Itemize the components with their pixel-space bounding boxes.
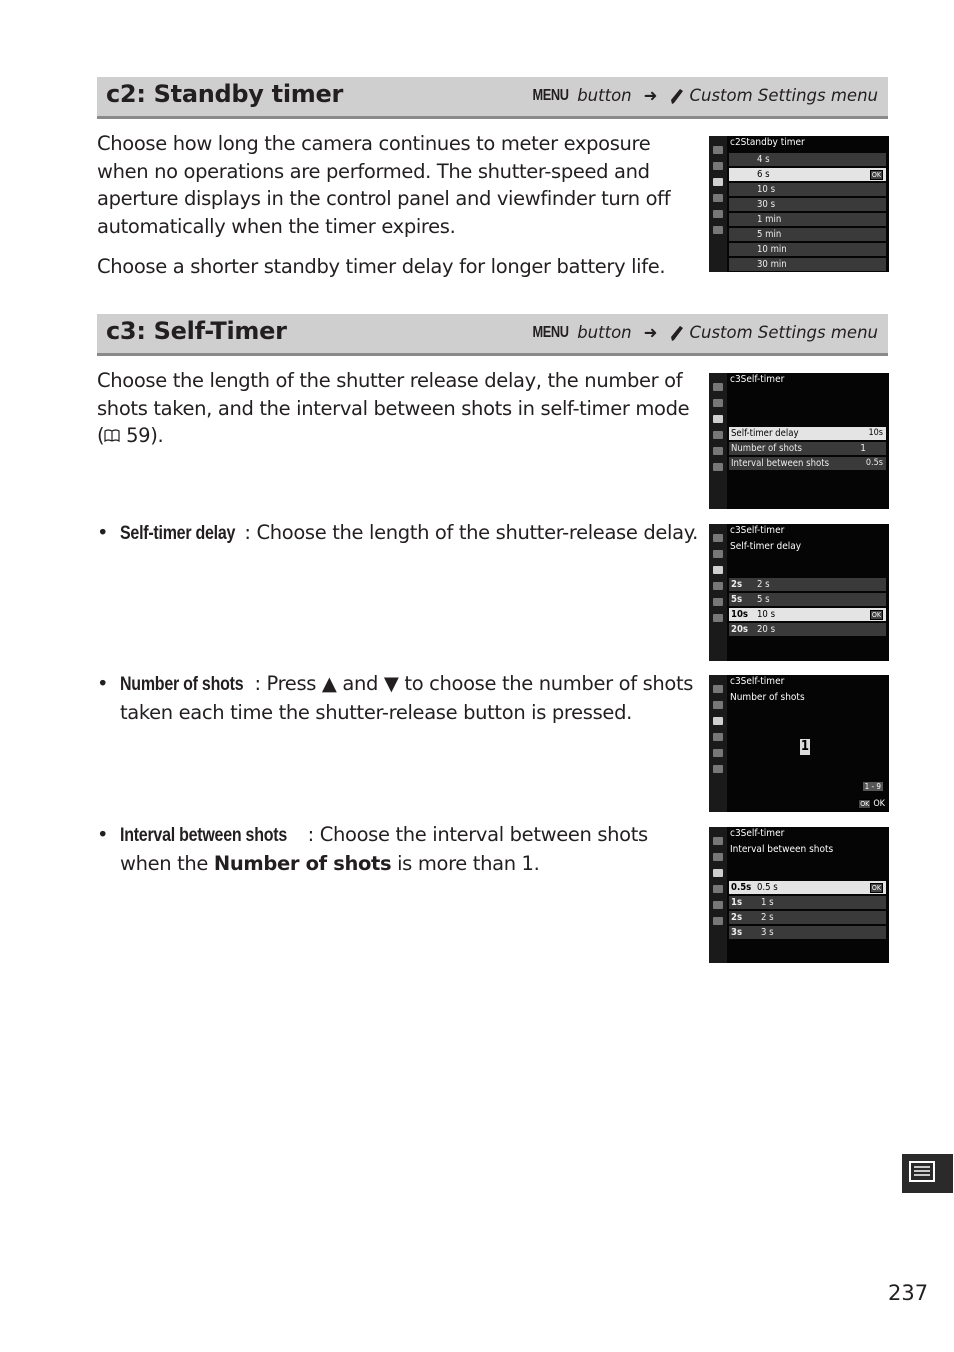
section-title: c3: Self-Timer — [106, 317, 287, 345]
c2-paragraph-1: Choose how long the camera continues to meter exposure when no operations are performed. The shutter-speed and aperture displays in the control panel and viewfinder turn off automatically when the timer expires. — [97, 132, 671, 238]
self-timer-screen — [709, 373, 889, 509]
menu-path — [528, 323, 878, 342]
bullet-bold-text: Number of shots — [213, 851, 392, 875]
list-item: 1 min — [729, 213, 886, 226]
book-ref-icon — [104, 429, 120, 443]
section-header-c3 — [97, 314, 888, 356]
list-item: 10 min — [729, 243, 886, 256]
bullet-text: : Choose the length of the shutter-release delay. — [244, 521, 698, 544]
list-item: 30 s — [729, 198, 886, 211]
menu-tabs — [709, 675, 727, 812]
list-item: Interval between shots 0.5s — [729, 457, 886, 470]
screen-title: c3Self-timer — [730, 828, 785, 839]
list-item-selected: Self-timer delay 10s — [729, 427, 886, 440]
bullet-text: : Press ▲ and ▼ to choose the number of shots taken each time the shutter-release button is pressed. — [120, 672, 694, 724]
menu-tabs — [709, 524, 727, 661]
interval-screen — [709, 827, 889, 963]
menu-guide-tab-icon — [902, 1154, 953, 1193]
list-item: 3s 3 s — [729, 926, 886, 939]
screen-subtitle: Number of shots — [730, 692, 805, 703]
arrow-icon: ➜ — [643, 323, 658, 342]
arrow-icon: ➜ — [643, 86, 658, 105]
page-number: 237 — [888, 1281, 929, 1305]
menu-path — [528, 86, 878, 105]
bullet-text: : Choose the interval between shots when the — [120, 823, 648, 875]
standby-timer-screen — [709, 136, 889, 272]
shots-value: 1 — [800, 739, 810, 754]
screen-subtitle: Self-timer delay — [730, 541, 802, 552]
page-reference: 59). — [126, 424, 164, 447]
menu-target: Custom Settings menu — [689, 86, 878, 105]
screen-title: c3Self-timer — [730, 374, 785, 385]
list-item: 20s 20 s — [729, 623, 886, 636]
ok-label: OK OK — [860, 799, 885, 809]
screen-subtitle: Interval between shots — [730, 844, 834, 855]
number-of-shots-screen — [709, 675, 889, 812]
c3-paragraph-text: Choose the length of the shutter release delay, the number of shots taken, and the interval between shots in self-timer mode ( — [97, 369, 690, 447]
list-item-selected: 6 s OK — [729, 168, 886, 181]
list-icon — [902, 1154, 953, 1193]
screen-title: c2Standby timer — [730, 137, 805, 148]
self-timer-delay-screen — [709, 524, 889, 661]
pencil-icon — [669, 324, 685, 342]
button-word: button — [577, 86, 632, 105]
range-label: 1 - 9 — [864, 782, 881, 791]
menu-tabs — [709, 136, 727, 272]
list-item: 1s 1 s — [729, 896, 886, 909]
menu-button-label: MENU — [532, 323, 569, 341]
pencil-icon — [669, 87, 685, 105]
bullet-dot: • — [97, 521, 109, 544]
button-word: button — [577, 323, 632, 342]
menu-tabs — [709, 373, 727, 509]
bullet-dot: • — [97, 672, 109, 695]
list-item: 10 s — [729, 183, 886, 196]
screen-title: c3Self-timer — [730, 676, 785, 687]
list-item: 4 s — [729, 153, 886, 166]
list-item: 2s 2 s — [729, 578, 886, 591]
bullet-term: Number of shots — [120, 673, 244, 695]
bullet-term: Interval between shots — [120, 824, 287, 846]
list-item-selected: 0.5s 0.5 s OK — [729, 881, 886, 894]
c3-paragraph-1 — [97, 367, 697, 450]
section-title: c2: Standby timer — [106, 80, 343, 108]
menu-button-label: MENU — [532, 86, 569, 104]
list-item: 30 min — [729, 258, 886, 271]
list-item: 5 min — [729, 228, 886, 241]
section-header-c2 — [97, 77, 888, 119]
list-item: Number of shots 1 — [729, 442, 886, 455]
menu-target: Custom Settings menu — [689, 323, 878, 342]
bullet-text-end: is more than 1. — [391, 851, 540, 875]
list-item-selected: 10s 10 s OK — [729, 608, 886, 621]
menu-tabs — [709, 827, 727, 963]
bullet-dot: • — [97, 823, 109, 846]
c2-paragraph-2: Choose a shorter standby timer delay for longer battery life. — [97, 255, 666, 278]
list-item: 2s 2 s — [729, 911, 886, 924]
screen-title: c3Self-timer — [730, 525, 785, 536]
bullet-term: Self-timer delay — [120, 522, 236, 544]
list-item: 5s 5 s — [729, 593, 886, 606]
